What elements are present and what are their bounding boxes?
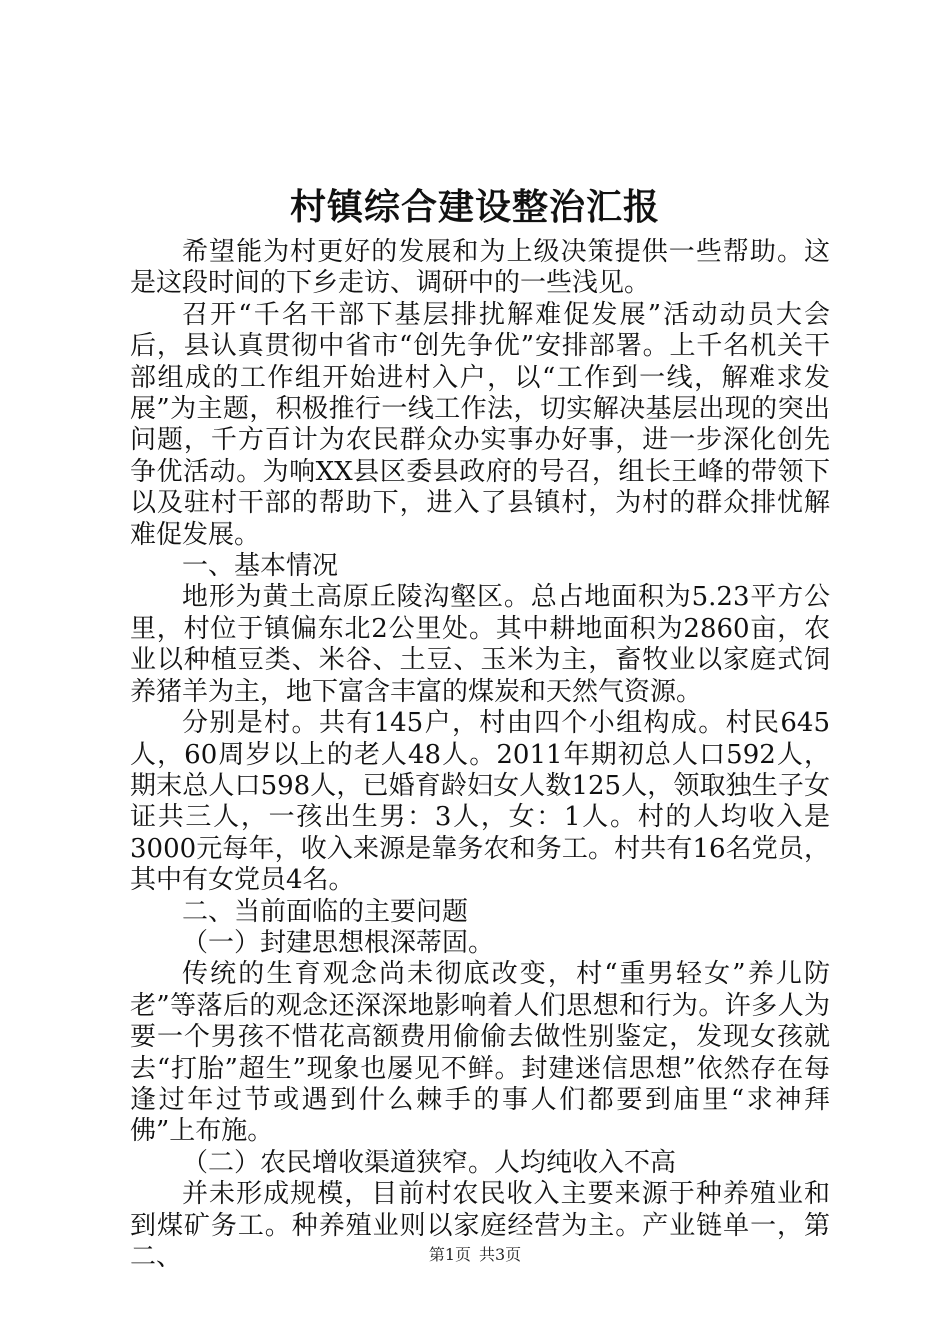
document-title: 村镇综合建设整治汇报 [289,187,660,228]
section-heading-problems: 二、当前面临的主要问题 [182,896,469,927]
document-body [130,237,830,1273]
subsection-heading-income-channels: （二）农民增收渠道狭窄。人均纯收入不高 [182,1147,677,1178]
subsection-heading-feudal-thinking: （一）封建思想根深蒂固。 [182,927,495,958]
paragraph-intro: 希望能为村更好的发展和为上级决策提供一些帮助。这是这段时间的下乡走访、调研中的一些浅见。 [130,237,830,299]
paragraph-meeting: 召开“千名干部下基层排扰解难促发展”活动动员大会后，县认真贯彻中省市“创先争优”安排部署。上千名机关干部组成的工作组开始进村入户，以“工作到一线，解难求发展”为主题，积极推行一线工作法，切实解决基层出现的突出问题，千方百计为农民群众办实事办好事，进一步深化创先争优活动。为响XX县区委县政府的号召，组长王峰的带领下以及驻村干部的帮助下，进入了县镇村，为村的群众排忧解难促发展。 [130,299,830,550]
paragraph-population: 分别是村。共有145户，村由四个小组构成。村民645人，60周岁以上的老人48人。2011年期初总人口592人，期末总人口598人，已婚育龄妇女人数125人，领取独生子女证共三人，一孩出生男：3人，女：1人。村的人均收入是3000元每年，收入来源是靠务农和务工。村共有16名党员，其中有女党员4名。 [130,708,830,896]
page-number: 第1页 [428,1245,471,1264]
page-total: 共3页 [479,1245,522,1264]
section-heading-basic-info: 一、基本情况 [182,551,339,582]
paragraph-terrain: 地形为黄土高原丘陵沟壑区。总占地面积为5.23平方公里，村位于镇偏东北2公里处。其中耕地面积为2860亩，农业以种植豆类、米谷、土豆、玉米为主，畜牧业以家庭式饲养猪羊为主，地下富含丰富的煤炭和天然气资源。 [130,582,830,707]
paragraph-income: 并未形成规模，目前村农民收入主要来源于种养殖业和到煤矿务工。种养殖业则以家庭经营为主。产业链单一，第二、 [130,1179,830,1272]
page-footer [0,1244,950,1266]
paragraph-feudal-thinking: 传统的生育观念尚未彻底改变，村“重男轻女”养儿防老”等落后的观念还深深地影响着人们思想和行为。许多人为要一个男孩不惜花高额费用偷偷去做性别鉴定，发现女孩就去“打胎”超生”现象也屡见不鲜。封建迷信思想”依然存在每逢过年过节或遇到什么棘手的事人们都要到庙里“求神拜佛”上布施。 [130,959,830,1147]
